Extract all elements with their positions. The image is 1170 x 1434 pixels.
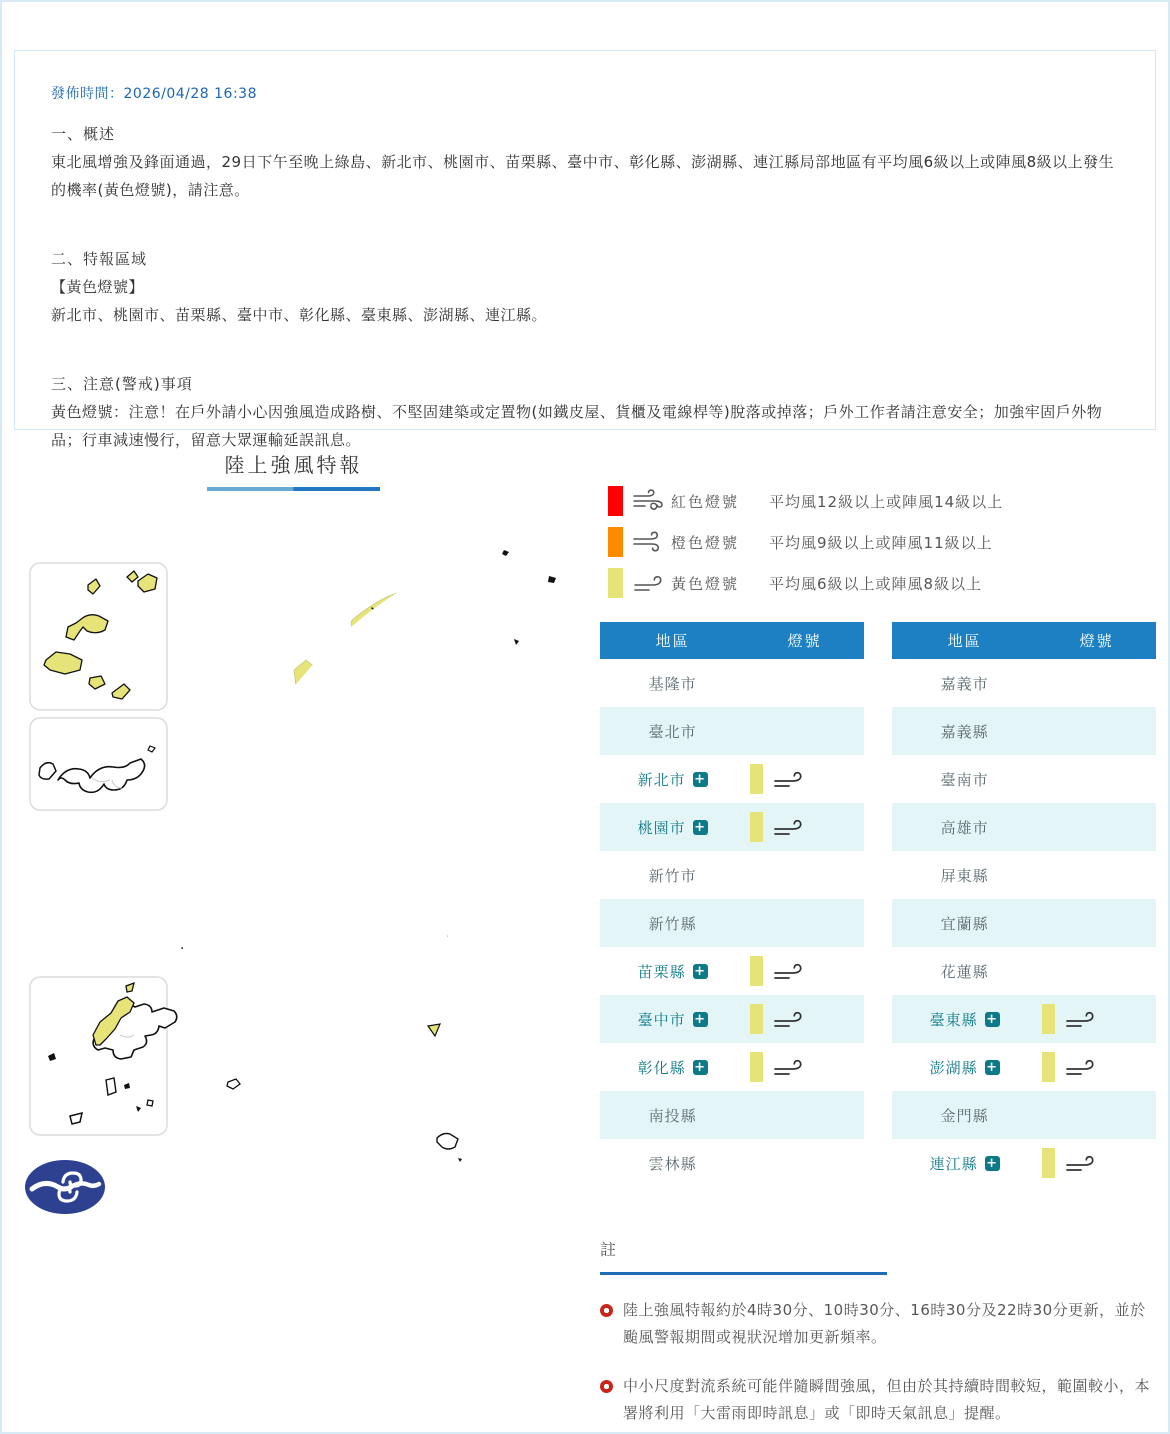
taiwan-main-island [181, 555, 526, 1170]
table-row [600, 851, 864, 899]
signal-cell [745, 1004, 864, 1034]
table-row [600, 995, 864, 1043]
legend-row-orange [608, 527, 1003, 557]
region-name: 基隆市 [648, 674, 697, 693]
table-row [892, 659, 1156, 707]
region-name: 宜蘭縣 [940, 914, 989, 933]
region-name: 雲林縣 [648, 1154, 697, 1173]
yellow-signal-bar [750, 956, 763, 986]
wind-light-icon [772, 1055, 806, 1079]
table-header [892, 622, 1156, 659]
spacer [51, 329, 1119, 371]
overview-heading: 一、概述 [51, 125, 116, 143]
region-cell [892, 1057, 1037, 1078]
signal-cell [745, 812, 864, 842]
region-table-east [892, 622, 1156, 1187]
region-name: 新竹市 [648, 866, 697, 885]
table-row [892, 899, 1156, 947]
expand-plus-icon[interactable]: + [694, 1011, 707, 1027]
region-name: 嘉義市 [940, 674, 989, 693]
region-name: 金門縣 [940, 1106, 989, 1125]
region-cell [892, 865, 1037, 886]
overview-body: 東北風增強及鋒面通過，29日下午至晚上綠島、新北市、桃園市、苗栗縣、臺中市、彰化縣、澎湖縣、連江縣局部地區有平均風6級以上或陣風8級以上發生的機率(黃色燈號)，請注意。 [51, 153, 1115, 199]
yellow-signal-bar [1042, 1004, 1055, 1034]
region-name: 新竹縣 [648, 914, 697, 933]
region-name: 屏東縣 [940, 866, 989, 885]
region-cell [892, 913, 1037, 934]
wind-light-icon [1064, 1055, 1098, 1079]
expand-plus-icon[interactable]: + [694, 819, 707, 835]
areas-heading: 二、特報區域 [51, 250, 148, 268]
wind-light-icon [772, 1007, 806, 1031]
note-item [600, 1373, 1160, 1427]
bullet-icon [600, 1304, 613, 1317]
wind-light-icon [1064, 1151, 1098, 1175]
table-body [600, 659, 864, 1187]
region-cell [892, 1009, 1037, 1030]
notes-title: 註 [600, 1240, 618, 1259]
region-cell [600, 1009, 745, 1030]
table-row [600, 899, 864, 947]
region-cell [600, 961, 745, 982]
note-text: 陸上強風特報約於4時30分、10時30分、16時30分及22時30分更新，並於颱風警報期間或視狀況增加更新頻率。 [623, 1301, 1146, 1346]
green-island [428, 1024, 440, 1036]
yellow-signal-bar [750, 764, 763, 794]
penghu-inset [30, 977, 177, 1135]
wind-light-icon [772, 815, 806, 839]
region-cell [600, 1057, 745, 1078]
matsu-inset [30, 563, 167, 710]
region-name[interactable]: 臺東縣 [929, 1010, 978, 1029]
region-cell [600, 1153, 745, 1174]
region-name[interactable]: 澎湖縣 [929, 1058, 978, 1077]
expand-plus-icon[interactable]: + [694, 1059, 707, 1075]
region-name[interactable]: 新北市 [637, 770, 686, 789]
region-cell [892, 673, 1037, 694]
table-row [600, 1043, 864, 1091]
note-item [600, 1297, 1160, 1351]
region-cell [892, 1105, 1037, 1126]
region-cell [600, 913, 745, 934]
yellow-signal-bar [1042, 1148, 1055, 1178]
red-signal-bar [608, 486, 623, 516]
wind-medium-icon [632, 529, 666, 555]
notes-section [600, 1237, 1160, 1427]
spacer [51, 204, 1119, 246]
region-cell [600, 721, 745, 742]
table-header [600, 622, 864, 659]
region-name[interactable]: 臺中市 [637, 1010, 686, 1029]
table-row [600, 1139, 864, 1187]
header-region: 地區 [947, 632, 982, 650]
table-row [892, 947, 1156, 995]
legend-row-yellow [608, 568, 1003, 598]
signal-cell [1037, 1004, 1156, 1034]
yellow-signal-bar [1042, 1052, 1055, 1082]
table-row [892, 803, 1156, 851]
map-title-underline [207, 487, 380, 491]
region-cell [892, 769, 1037, 790]
map-title: 陸上強風特報 [224, 453, 363, 477]
yellow-signal-bar [608, 568, 623, 598]
wind-light-icon [772, 767, 806, 791]
areas-tag: 【黃色燈號】 [51, 278, 145, 296]
table-row [600, 659, 864, 707]
liuqiu-island [227, 1079, 240, 1089]
region-cell [600, 1105, 745, 1126]
table-row [600, 1091, 864, 1139]
region-cell [600, 865, 745, 886]
taiwan-wind-map [0, 540, 580, 1240]
signal-cell [1037, 1052, 1156, 1082]
region-name: 臺南市 [940, 770, 989, 789]
expand-plus-icon[interactable]: + [694, 963, 707, 979]
table-row [892, 1091, 1156, 1139]
region-name[interactable]: 桃園市 [637, 818, 686, 837]
expand-plus-icon[interactable]: + [986, 1011, 999, 1027]
wind-strong-icon [632, 488, 666, 514]
region-cell [892, 1153, 1037, 1174]
region-cell [892, 961, 1037, 982]
bulletin-box [14, 50, 1156, 449]
note-text: 中小尺度對流系統可能伴隨瞬間強風，但由於其持續時間較短，範圍較小，本署將利用「大雷雨即時訊息」或「即時天氣訊息」提醒。 [623, 1377, 1151, 1422]
published-time: 發佈時間：2026/04/28 16:38 [51, 86, 257, 102]
legend-desc: 平均風12級以上或陣風14級以上 [769, 492, 1004, 511]
table-row [600, 707, 864, 755]
region-cell [600, 673, 745, 694]
signal-cell [745, 956, 864, 986]
legend-label: 橙色燈號 [671, 533, 740, 552]
table-row [892, 1043, 1156, 1091]
region-table-west [600, 622, 864, 1187]
table-row [892, 707, 1156, 755]
yellow-signal-bar [750, 1052, 763, 1082]
region-name[interactable]: 連江縣 [929, 1154, 978, 1173]
table-row [892, 1139, 1156, 1187]
caution-body: 黃色燈號：注意！在戶外請小心因強風造成路樹、不堅固建築或定置物(如鐵皮屋、貨櫃及電線桿等)脫落或掉落；戶外工作者請注意安全；加強牢固戶外物品；行車減速慢行，留意大眾運輸延誤訊息。 [51, 403, 1103, 449]
expand-plus-icon[interactable]: + [694, 771, 707, 787]
table-row [600, 755, 864, 803]
region-name[interactable]: 彰化縣 [637, 1058, 686, 1077]
header-signal: 燈號 [787, 632, 822, 650]
kinmen-inset [30, 718, 167, 810]
yellow-signal-bar [750, 1004, 763, 1034]
table-row [892, 851, 1156, 899]
legend-desc: 平均風9級以上或陣風11級以上 [769, 533, 993, 552]
legend-desc: 平均風6級以上或陣風8級以上 [769, 574, 983, 593]
table-body [892, 659, 1156, 1187]
header-region: 地區 [655, 632, 690, 650]
region-cell [600, 817, 745, 838]
signal-legend [608, 486, 1003, 609]
region-cell [892, 817, 1037, 838]
header-signal: 燈號 [1079, 632, 1114, 650]
signal-cell [745, 1052, 864, 1082]
orchid-island [437, 1134, 458, 1150]
table-row [600, 947, 864, 995]
region-cell [600, 769, 745, 790]
caution-heading: 三、注意(警戒)事項 [51, 375, 193, 393]
legend-label: 黃色燈號 [671, 574, 740, 593]
legend-row-red [608, 486, 1003, 516]
table-row [892, 995, 1156, 1043]
region-name: 高雄市 [940, 818, 989, 837]
table-row [892, 755, 1156, 803]
region-name: 嘉義縣 [940, 722, 989, 741]
map-title-block [207, 449, 380, 491]
region-name: 南投縣 [648, 1106, 697, 1125]
cwb-logo [25, 1160, 105, 1214]
orange-signal-bar [608, 527, 623, 557]
wind-light-icon [772, 959, 806, 983]
wind-light-icon [1064, 1007, 1098, 1031]
region-name: 臺北市 [648, 722, 697, 741]
table-row [600, 803, 864, 851]
signal-cell [1037, 1148, 1156, 1178]
expand-plus-icon[interactable]: + [986, 1155, 999, 1171]
wind-light-icon [632, 570, 666, 596]
areas-list: 新北市、桃園市、苗栗縣、臺中市、彰化縣、臺東縣、澎湖縣、連江縣。 [51, 306, 548, 324]
notes-underline [600, 1272, 887, 1275]
region-cell [892, 721, 1037, 742]
legend-label: 紅色燈號 [671, 492, 740, 511]
region-name[interactable]: 苗栗縣 [637, 962, 686, 981]
bullet-icon [600, 1380, 613, 1393]
expand-plus-icon[interactable]: + [986, 1059, 999, 1075]
signal-cell [745, 764, 864, 794]
yellow-signal-bar [750, 812, 763, 842]
region-name: 花蓮縣 [940, 962, 989, 981]
